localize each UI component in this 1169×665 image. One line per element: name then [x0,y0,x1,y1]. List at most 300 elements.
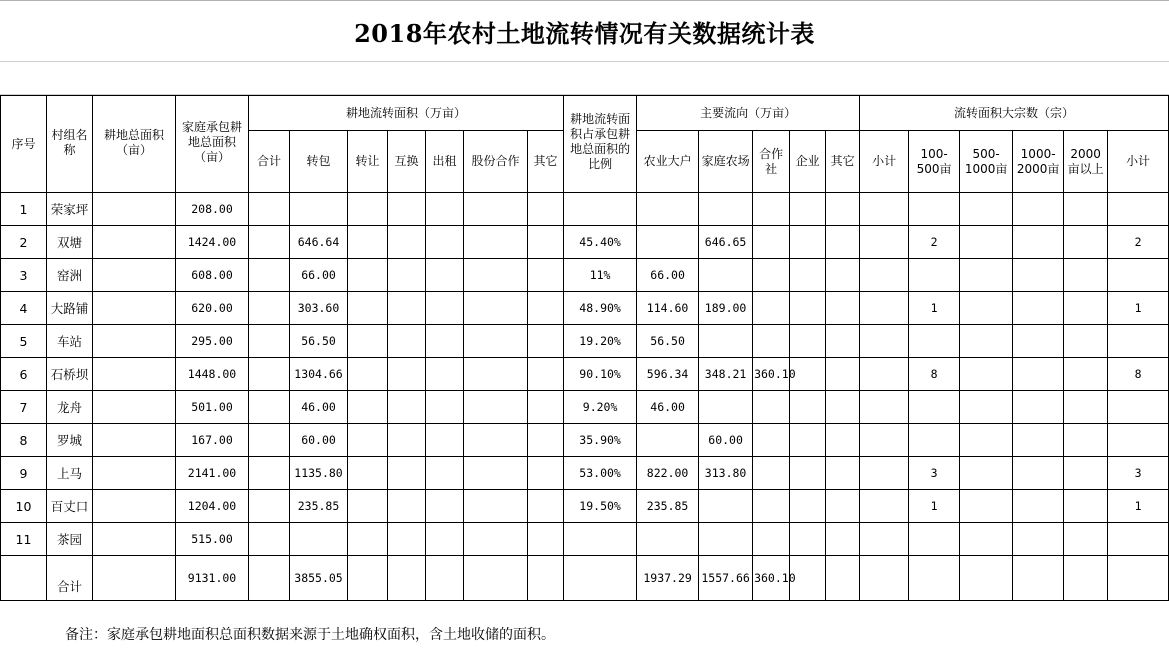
row-ratio: 35.90% [564,424,637,457]
row-ratio: 53.00% [564,457,637,490]
row-large-subtotal-2 [1108,193,1169,226]
row-sublet: 646.64 [290,226,348,259]
table-row [1,391,1169,424]
row-enterprise [790,391,826,424]
row-cooperative [753,457,790,490]
row-transfer-other [528,226,564,259]
total-empty [464,556,528,601]
header-large-group: 流转面积大宗数（宗） [860,96,1169,131]
row-cooperative [753,292,790,325]
row-1000-2000 [1013,391,1064,424]
row-family-area: 1204.00 [176,490,249,523]
total-empty [860,556,909,601]
row-1000-2000 [1013,292,1064,325]
row-family-area: 501.00 [176,391,249,424]
row-total-area [93,457,176,490]
row-1000-2000 [1013,226,1064,259]
row-large-subtotal [860,490,909,523]
header-village: 村组名称 [47,96,93,193]
row-transfer-other [528,292,564,325]
header-flow-family-farm: 家庭农场 [699,131,753,193]
row-exchange [388,193,426,226]
row-transfer [348,259,388,292]
row-lease [426,259,464,292]
total-index [1,556,47,601]
row-transfer [348,523,388,556]
row-100-500: 1 [909,490,960,523]
table-row [1,358,1169,391]
row-share-coop [464,457,528,490]
header-total-area: 耕地总面积（亩） [93,96,176,193]
row-1000-2000 [1013,325,1064,358]
header-flow-large-farmer: 农业大户 [637,131,699,193]
row-share-coop [464,424,528,457]
row-transfer-other [528,325,564,358]
header-ratio: 耕地流转面积占承包耕地总面积的比例 [564,96,637,193]
row-sublet: 66.00 [290,259,348,292]
row-1000-2000 [1013,523,1064,556]
header-index: 序号 [1,96,47,193]
page-title: 2018年农村土地流转情况有关数据统计表 [0,0,1169,62]
row-100-500: 1 [909,292,960,325]
row-transfer [348,424,388,457]
row-enterprise [790,325,826,358]
row-sublet: 235.85 [290,490,348,523]
header-transfer-lease: 出租 [426,131,464,193]
total-large-farmer: 1937.29 [637,556,699,601]
row-transfer-total [249,490,290,523]
row-transfer-total [249,193,290,226]
row-500-1000 [960,259,1013,292]
table-row [1,424,1169,457]
row-lease [426,490,464,523]
row-village: 石桥坝 [47,358,93,391]
header-large-1000-2000: 1000-2000亩 [1013,131,1064,193]
row-total-area [93,259,176,292]
row-share-coop [464,292,528,325]
row-100-500: 3 [909,457,960,490]
total-empty [426,556,464,601]
row-large-farmer: 46.00 [637,391,699,424]
row-share-coop [464,259,528,292]
row-cooperative [753,490,790,523]
total-empty [1108,556,1169,601]
row-village: 窑洲 [47,259,93,292]
row-enterprise [790,292,826,325]
row-large-farmer [637,226,699,259]
row-large-subtotal-2: 1 [1108,490,1169,523]
header-large-subtotal-2: 小计 [1108,131,1169,193]
spacer-row [0,62,1169,95]
row-large-subtotal-2: 1 [1108,292,1169,325]
total-empty [960,556,1013,601]
row-total-area [93,424,176,457]
row-2000-plus [1064,193,1108,226]
row-family-farm: 348.21 [699,358,753,391]
total-empty [528,556,564,601]
row-family-area: 515.00 [176,523,249,556]
row-family-farm [699,259,753,292]
row-transfer-total [249,226,290,259]
row-500-1000 [960,292,1013,325]
row-family-farm: 60.00 [699,424,753,457]
row-large-farmer: 235.85 [637,490,699,523]
total-transfer-total [249,556,290,601]
header-flow-enterprise: 企业 [790,131,826,193]
row-ratio [564,193,637,226]
row-lease [426,391,464,424]
row-sublet: 56.50 [290,325,348,358]
header-transfer-sublet: 转包 [290,131,348,193]
row-100-500: 2 [909,226,960,259]
row-exchange [388,523,426,556]
row-large-subtotal [860,523,909,556]
row-exchange [388,490,426,523]
row-1000-2000 [1013,193,1064,226]
row-index: 5 [1,325,47,358]
header-flow-cooperative: 合作社 [753,131,790,193]
row-transfer-total [249,259,290,292]
row-sublet: 46.00 [290,391,348,424]
row-2000-plus [1064,292,1108,325]
row-exchange [388,292,426,325]
row-transfer-total [249,457,290,490]
row-large-subtotal-2: 3 [1108,457,1169,490]
row-index: 4 [1,292,47,325]
row-large-subtotal-2: 2 [1108,226,1169,259]
row-index: 6 [1,358,47,391]
row-transfer-total [249,325,290,358]
header-family-area: 家庭承包耕地总面积（亩） [176,96,249,193]
row-exchange [388,358,426,391]
row-village: 茶园 [47,523,93,556]
row-500-1000 [960,325,1013,358]
total-cooperative: 360.10 [753,556,790,601]
row-large-subtotal [860,391,909,424]
row-500-1000 [960,391,1013,424]
row-100-500 [909,424,960,457]
row-village: 百丈口 [47,490,93,523]
row-exchange [388,391,426,424]
row-1000-2000 [1013,424,1064,457]
header-large-subtotal: 小计 [860,131,909,193]
row-family-area: 608.00 [176,259,249,292]
header-transfer-group: 耕地流转面积（万亩） [249,96,564,131]
row-transfer [348,457,388,490]
row-enterprise [790,523,826,556]
row-index: 10 [1,490,47,523]
row-total-area [93,325,176,358]
row-large-subtotal [860,457,909,490]
total-row [1,556,1169,601]
row-transfer-total [249,523,290,556]
row-large-subtotal [860,325,909,358]
row-lease [426,193,464,226]
row-transfer-other [528,424,564,457]
row-cooperative [753,391,790,424]
row-100-500: 8 [909,358,960,391]
row-cooperative [753,226,790,259]
row-total-area [93,226,176,259]
row-share-coop [464,325,528,358]
header-large-2000-plus: 2000亩以上 [1064,131,1108,193]
row-flow-other [826,325,860,358]
row-transfer-other [528,358,564,391]
row-transfer-total [249,391,290,424]
row-lease [426,292,464,325]
row-transfer-other [528,490,564,523]
row-ratio: 19.20% [564,325,637,358]
table-row [1,490,1169,523]
header-transfer-other: 其它 [528,131,564,193]
row-transfer [348,292,388,325]
row-enterprise [790,259,826,292]
row-ratio: 9.20% [564,391,637,424]
row-large-subtotal [860,358,909,391]
row-flow-other [826,523,860,556]
header-large-100-500: 100-500亩 [909,131,960,193]
header-transfer-exchange: 互换 [388,131,426,193]
total-empty [388,556,426,601]
row-share-coop [464,358,528,391]
row-enterprise [790,193,826,226]
row-family-farm [699,391,753,424]
row-cooperative [753,325,790,358]
row-total-area [93,391,176,424]
row-enterprise [790,457,826,490]
row-village: 上马 [47,457,93,490]
row-large-farmer: 66.00 [637,259,699,292]
total-family-farm: 1557.66 [699,556,753,601]
row-exchange [388,325,426,358]
row-family-area: 208.00 [176,193,249,226]
row-transfer-total [249,424,290,457]
row-flow-other [826,226,860,259]
row-village: 大路铺 [47,292,93,325]
row-2000-plus [1064,259,1108,292]
row-index: 9 [1,457,47,490]
row-sublet [290,523,348,556]
row-lease [426,424,464,457]
row-exchange [388,457,426,490]
row-enterprise [790,226,826,259]
row-large-farmer [637,193,699,226]
row-large-farmer: 56.50 [637,325,699,358]
row-100-500 [909,391,960,424]
row-2000-plus [1064,325,1108,358]
row-large-farmer: 822.00 [637,457,699,490]
row-large-farmer: 596.34 [637,358,699,391]
row-family-area: 620.00 [176,292,249,325]
row-family-farm [699,523,753,556]
total-total-area [93,556,176,601]
table-row [1,457,1169,490]
row-large-subtotal [860,292,909,325]
row-share-coop [464,193,528,226]
table-row [1,292,1169,325]
row-ratio: 45.40% [564,226,637,259]
row-large-farmer: 114.60 [637,292,699,325]
row-index: 1 [1,193,47,226]
row-flow-other [826,193,860,226]
row-share-coop [464,523,528,556]
row-2000-plus [1064,457,1108,490]
row-large-subtotal [860,259,909,292]
row-1000-2000 [1013,358,1064,391]
row-2000-plus [1064,490,1108,523]
row-1000-2000 [1013,490,1064,523]
row-100-500 [909,523,960,556]
row-100-500 [909,325,960,358]
total-empty [909,556,960,601]
row-flow-other [826,424,860,457]
row-large-subtotal-2 [1108,523,1169,556]
row-share-coop [464,226,528,259]
row-transfer-other [528,523,564,556]
row-total-area [93,292,176,325]
row-flow-other [826,490,860,523]
row-transfer-other [528,193,564,226]
row-village: 荣家坪 [47,193,93,226]
row-enterprise [790,490,826,523]
row-2000-plus [1064,424,1108,457]
row-family-area: 167.00 [176,424,249,457]
header-flow-group: 主要流向（万亩） [637,96,860,131]
row-transfer [348,490,388,523]
row-large-subtotal-2 [1108,424,1169,457]
row-transfer [348,325,388,358]
row-family-farm: 646.65 [699,226,753,259]
row-exchange [388,259,426,292]
total-family-area: 9131.00 [176,556,249,601]
row-village: 罗城 [47,424,93,457]
row-index: 3 [1,259,47,292]
row-500-1000 [960,490,1013,523]
row-total-area [93,490,176,523]
total-empty [348,556,388,601]
row-lease [426,358,464,391]
row-family-area: 1424.00 [176,226,249,259]
row-total-area [93,523,176,556]
row-2000-plus [1064,226,1108,259]
row-family-farm [699,490,753,523]
row-ratio: 11% [564,259,637,292]
table-row [1,226,1169,259]
row-large-subtotal-2: 8 [1108,358,1169,391]
row-index: 7 [1,391,47,424]
row-flow-other [826,358,860,391]
row-sublet [290,193,348,226]
row-flow-other [826,259,860,292]
row-village: 龙舟 [47,391,93,424]
row-500-1000 [960,457,1013,490]
row-transfer [348,226,388,259]
row-family-farm [699,325,753,358]
row-100-500 [909,259,960,292]
table-row [1,523,1169,556]
row-500-1000 [960,523,1013,556]
row-ratio: 90.10% [564,358,637,391]
row-family-farm: 313.80 [699,457,753,490]
header-flow-other: 其它 [826,131,860,193]
row-transfer [348,193,388,226]
header-large-500-1000: 500-1000亩 [960,131,1013,193]
row-large-subtotal-2 [1108,259,1169,292]
row-cooperative [753,259,790,292]
header-transfer-transfer: 转让 [348,131,388,193]
row-large-farmer [637,523,699,556]
row-share-coop [464,490,528,523]
row-family-area: 295.00 [176,325,249,358]
row-large-subtotal [860,424,909,457]
row-large-subtotal [860,193,909,226]
row-500-1000 [960,226,1013,259]
row-share-coop [464,391,528,424]
row-100-500 [909,193,960,226]
row-total-area [93,193,176,226]
total-ratio [564,556,637,601]
row-500-1000 [960,424,1013,457]
row-ratio: 19.50% [564,490,637,523]
row-2000-plus [1064,523,1108,556]
statistics-table [0,95,1169,601]
row-sublet: 303.60 [290,292,348,325]
row-family-farm [699,193,753,226]
header-transfer-total: 合计 [249,131,290,193]
row-family-farm: 189.00 [699,292,753,325]
row-1000-2000 [1013,457,1064,490]
row-large-subtotal [860,226,909,259]
row-sublet: 1304.66 [290,358,348,391]
row-lease [426,457,464,490]
row-exchange [388,226,426,259]
row-500-1000 [960,358,1013,391]
total-label: 合计 [47,556,93,601]
row-transfer-other [528,259,564,292]
row-family-area: 2141.00 [176,457,249,490]
row-cooperative [753,193,790,226]
row-index: 2 [1,226,47,259]
row-large-subtotal-2 [1108,391,1169,424]
row-sublet: 60.00 [290,424,348,457]
row-ratio: 48.90% [564,292,637,325]
row-enterprise [790,424,826,457]
total-empty [1013,556,1064,601]
row-transfer-total [249,358,290,391]
total-empty [1064,556,1108,601]
row-cooperative [753,424,790,457]
row-1000-2000 [1013,259,1064,292]
row-lease [426,523,464,556]
row-ratio [564,523,637,556]
row-sublet: 1135.80 [290,457,348,490]
row-large-subtotal-2 [1108,325,1169,358]
row-village: 双塘 [47,226,93,259]
row-lease [426,226,464,259]
row-family-area: 1448.00 [176,358,249,391]
row-flow-other [826,391,860,424]
row-cooperative: 360.10 [753,358,790,391]
row-transfer [348,391,388,424]
table-row [1,325,1169,358]
row-transfer-total [249,292,290,325]
row-exchange [388,424,426,457]
row-large-farmer [637,424,699,457]
row-2000-plus [1064,391,1108,424]
row-500-1000 [960,193,1013,226]
row-index: 11 [1,523,47,556]
total-empty [826,556,860,601]
